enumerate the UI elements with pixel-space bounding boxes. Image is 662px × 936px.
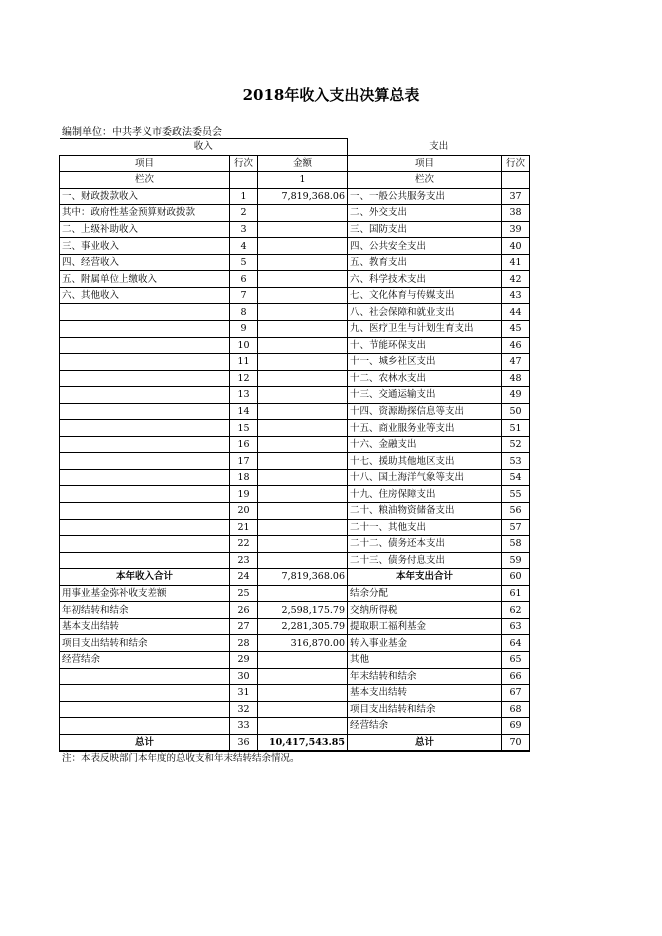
expense-line-no: 55 bbox=[502, 486, 530, 503]
expense-item: 十四、资源勘探信息等支出 bbox=[348, 403, 502, 420]
table-row bbox=[60, 436, 530, 453]
table-row bbox=[60, 420, 530, 437]
expense-line-no: 50 bbox=[502, 403, 530, 420]
expense-item: 七、文化体育与传媒支出 bbox=[348, 287, 502, 304]
income-item bbox=[60, 337, 230, 354]
income-line-no: 36 bbox=[230, 734, 258, 751]
table-row bbox=[60, 569, 530, 586]
income-item bbox=[60, 701, 230, 718]
expense-item: 十二、农林水支出 bbox=[348, 370, 502, 387]
income-line-no: 18 bbox=[230, 469, 258, 486]
column-index-label: 栏次 bbox=[60, 172, 230, 189]
expense-item: 提取职工福利基金 bbox=[348, 618, 502, 635]
expense-line-no: 57 bbox=[502, 519, 530, 536]
income-amount bbox=[258, 221, 348, 238]
column-index-row bbox=[60, 172, 530, 189]
expense-item: 十七、援助其他地区支出 bbox=[348, 453, 502, 470]
income-line-no: 13 bbox=[230, 387, 258, 404]
expense-item: 交纳所得税 bbox=[348, 602, 502, 619]
expense-item: 八、社会保障和就业支出 bbox=[348, 304, 502, 321]
expense-line-no: 39 bbox=[502, 221, 530, 238]
col-header-line: 行次 bbox=[230, 155, 258, 172]
income-item bbox=[60, 519, 230, 536]
income-amount bbox=[258, 304, 348, 321]
income-item bbox=[60, 403, 230, 420]
income-amount bbox=[258, 287, 348, 304]
expense-line-no: 60 bbox=[502, 569, 530, 586]
expense-line-no: 48 bbox=[502, 370, 530, 387]
table-row bbox=[60, 238, 530, 255]
income-amount: 2,281,305.79 bbox=[258, 618, 348, 635]
expense-line-no: 46 bbox=[502, 337, 530, 354]
expense-item: 十六、金融支出 bbox=[348, 436, 502, 453]
table-row bbox=[60, 519, 530, 536]
table-row bbox=[60, 337, 530, 354]
expense-item: 十八、国土海洋气象等支出 bbox=[348, 469, 502, 486]
income-item: 项目支出结转和结余 bbox=[60, 635, 230, 652]
income-item: 二、上级补助收入 bbox=[60, 221, 230, 238]
income-item: 总计 bbox=[60, 734, 230, 751]
income-line-no: 28 bbox=[230, 635, 258, 652]
expense-item: 二十、粮油物资储备支出 bbox=[348, 503, 502, 520]
section-header-row bbox=[60, 139, 530, 156]
expense-item: 十九、住房保障支出 bbox=[348, 486, 502, 503]
expense-item: 本年支出合计 bbox=[348, 569, 502, 586]
income-amount bbox=[258, 205, 348, 222]
expense-item: 二十二、债务还本支出 bbox=[348, 536, 502, 553]
expense-item: 二十一、其他支出 bbox=[348, 519, 502, 536]
income-item bbox=[60, 503, 230, 520]
income-amount bbox=[258, 486, 348, 503]
income-line-no: 3 bbox=[230, 221, 258, 238]
income-item: 年初结转和结余 bbox=[60, 602, 230, 619]
income-amount bbox=[258, 403, 348, 420]
income-item: 三、事业收入 bbox=[60, 238, 230, 255]
income-item bbox=[60, 304, 230, 321]
income-line-no: 33 bbox=[230, 718, 258, 735]
income-item: 其中：政府性基金预算财政拨款 bbox=[60, 205, 230, 222]
income-line-no: 11 bbox=[230, 354, 258, 371]
expense-item: 十、节能环保支出 bbox=[348, 337, 502, 354]
table-row bbox=[60, 254, 530, 271]
column-header-row bbox=[60, 155, 530, 172]
expense-line-no: 68 bbox=[502, 701, 530, 718]
income-line-no: 15 bbox=[230, 420, 258, 437]
income-item: 本年收入合计 bbox=[60, 569, 230, 586]
table-row bbox=[60, 321, 530, 338]
income-line-no: 32 bbox=[230, 701, 258, 718]
income-line-no: 31 bbox=[230, 685, 258, 702]
expense-line-no: 37 bbox=[502, 188, 530, 205]
table-row bbox=[60, 188, 530, 205]
reporting-unit: 编制单位：中共孝义市委政法委员会 bbox=[62, 127, 222, 138]
table-row bbox=[60, 701, 530, 718]
table-row bbox=[60, 453, 530, 470]
expense-line-no: 65 bbox=[502, 651, 530, 668]
table-row bbox=[60, 403, 530, 420]
income-item: 六、其他收入 bbox=[60, 287, 230, 304]
expense-line-no: 56 bbox=[502, 503, 530, 520]
income-line-no: 8 bbox=[230, 304, 258, 321]
expense-item: 基本支出结转 bbox=[348, 685, 502, 702]
expense-item: 十三、交通运输支出 bbox=[348, 387, 502, 404]
expense-line-no: 42 bbox=[502, 271, 530, 288]
expense-item: 五、教育支出 bbox=[348, 254, 502, 271]
income-item bbox=[60, 685, 230, 702]
table-row bbox=[60, 685, 530, 702]
income-line-no: 26 bbox=[230, 602, 258, 619]
summary-table bbox=[59, 138, 530, 752]
income-line-no: 29 bbox=[230, 651, 258, 668]
income-line-no: 10 bbox=[230, 337, 258, 354]
expense-item: 其他 bbox=[348, 651, 502, 668]
column-index-label-expense: 栏次 bbox=[348, 172, 502, 189]
income-line-no: 23 bbox=[230, 552, 258, 569]
table-row bbox=[60, 585, 530, 602]
income-line-no: 6 bbox=[230, 271, 258, 288]
income-line-no: 2 bbox=[230, 205, 258, 222]
expense-item: 一、一般公共服务支出 bbox=[348, 188, 502, 205]
expense-item: 十一、城乡社区支出 bbox=[348, 354, 502, 371]
income-line-no: 17 bbox=[230, 453, 258, 470]
income-line-no: 21 bbox=[230, 519, 258, 536]
expense-line-no: 58 bbox=[502, 536, 530, 553]
expense-item: 年末结转和结余 bbox=[348, 668, 502, 685]
income-amount bbox=[258, 503, 348, 520]
table-row bbox=[60, 602, 530, 619]
income-section-header: 收入 bbox=[60, 139, 348, 156]
income-line-no: 22 bbox=[230, 536, 258, 553]
income-amount bbox=[258, 271, 348, 288]
expense-item: 四、公共安全支出 bbox=[348, 238, 502, 255]
income-line-no: 24 bbox=[230, 569, 258, 586]
table-row bbox=[60, 668, 530, 685]
expense-line-no: 53 bbox=[502, 453, 530, 470]
income-amount bbox=[258, 519, 348, 536]
expense-item: 六、科学技术支出 bbox=[348, 271, 502, 288]
expense-item: 项目支出结转和结余 bbox=[348, 701, 502, 718]
expense-line-no: 44 bbox=[502, 304, 530, 321]
income-amount: 7,819,368.06 bbox=[258, 569, 348, 586]
expense-item: 三、国防支出 bbox=[348, 221, 502, 238]
expense-item: 经营结余 bbox=[348, 718, 502, 735]
table-row bbox=[60, 370, 530, 387]
expense-item: 转入事业基金 bbox=[348, 635, 502, 652]
income-amount bbox=[258, 238, 348, 255]
expense-line-no: 52 bbox=[502, 436, 530, 453]
table-row bbox=[60, 271, 530, 288]
income-amount bbox=[258, 552, 348, 569]
income-line-no: 20 bbox=[230, 503, 258, 520]
table-row bbox=[60, 552, 530, 569]
expense-line-no: 67 bbox=[502, 685, 530, 702]
expense-line-no: 45 bbox=[502, 321, 530, 338]
expense-item: 二、外交支出 bbox=[348, 205, 502, 222]
income-line-no: 16 bbox=[230, 436, 258, 453]
income-amount bbox=[258, 387, 348, 404]
report-title: 2018年收入支出决算总表 bbox=[242, 86, 420, 104]
footnote: 注：本表反映部门本年度的总收支和年末结转结余情况。 bbox=[62, 753, 300, 764]
income-amount: 2,598,175.79 bbox=[258, 602, 348, 619]
expense-line-no: 62 bbox=[502, 602, 530, 619]
expense-section-header: 支出 bbox=[348, 139, 530, 156]
income-item bbox=[60, 453, 230, 470]
income-item: 基本支出结转 bbox=[60, 618, 230, 635]
expense-item: 十五、商业服务业等支出 bbox=[348, 420, 502, 437]
expense-line-no: 49 bbox=[502, 387, 530, 404]
table-row bbox=[60, 734, 530, 751]
income-item: 用事业基金弥补收支差额 bbox=[60, 585, 230, 602]
income-amount: 7,819,368.06 bbox=[258, 188, 348, 205]
table-row bbox=[60, 387, 530, 404]
expense-line-no: 66 bbox=[502, 668, 530, 685]
table-row bbox=[60, 287, 530, 304]
table-row bbox=[60, 304, 530, 321]
income-amount bbox=[258, 337, 348, 354]
income-item bbox=[60, 321, 230, 338]
income-line-no: 1 bbox=[230, 188, 258, 205]
income-amount bbox=[258, 685, 348, 702]
table-row bbox=[60, 635, 530, 652]
income-item: 四、经营收入 bbox=[60, 254, 230, 271]
expense-line-no: 54 bbox=[502, 469, 530, 486]
income-item bbox=[60, 354, 230, 371]
expense-line-no: 69 bbox=[502, 718, 530, 735]
expense-line-no: 61 bbox=[502, 585, 530, 602]
col-header-item-expense: 项目 bbox=[348, 155, 502, 172]
income-item bbox=[60, 469, 230, 486]
income-amount bbox=[258, 651, 348, 668]
income-amount bbox=[258, 469, 348, 486]
income-line-no: 4 bbox=[230, 238, 258, 255]
income-line-no: 7 bbox=[230, 287, 258, 304]
income-line-no: 19 bbox=[230, 486, 258, 503]
income-item bbox=[60, 536, 230, 553]
income-amount bbox=[258, 420, 348, 437]
income-line-no: 12 bbox=[230, 370, 258, 387]
expense-line-no: 70 bbox=[502, 734, 530, 751]
income-amount bbox=[258, 718, 348, 735]
expense-line-no: 43 bbox=[502, 287, 530, 304]
table-row bbox=[60, 618, 530, 635]
col-header-line-expense: 行次 bbox=[502, 155, 530, 172]
income-amount bbox=[258, 701, 348, 718]
income-amount: 10,417,543.85 bbox=[258, 734, 348, 751]
expense-line-no: 38 bbox=[502, 205, 530, 222]
income-amount: 316,870.00 bbox=[258, 635, 348, 652]
income-line-no: 25 bbox=[230, 585, 258, 602]
income-item bbox=[60, 387, 230, 404]
income-line-no: 9 bbox=[230, 321, 258, 338]
income-amount bbox=[258, 436, 348, 453]
table-row bbox=[60, 221, 530, 238]
income-amount bbox=[258, 321, 348, 338]
income-amount bbox=[258, 453, 348, 470]
expense-line-no: 59 bbox=[502, 552, 530, 569]
income-item: 五、附属单位上缴收入 bbox=[60, 271, 230, 288]
expense-line-no: 63 bbox=[502, 618, 530, 635]
income-amount bbox=[258, 370, 348, 387]
income-item bbox=[60, 436, 230, 453]
expense-item: 二十三、债务付息支出 bbox=[348, 552, 502, 569]
income-amount bbox=[258, 536, 348, 553]
table-row bbox=[60, 536, 530, 553]
expense-line-no: 51 bbox=[502, 420, 530, 437]
table-row bbox=[60, 205, 530, 222]
expense-line-no: 41 bbox=[502, 254, 530, 271]
income-amount bbox=[258, 354, 348, 371]
income-item bbox=[60, 718, 230, 735]
expense-line-no: 64 bbox=[502, 635, 530, 652]
income-item: 一、财政拨款收入 bbox=[60, 188, 230, 205]
income-item bbox=[60, 486, 230, 503]
table-row bbox=[60, 469, 530, 486]
income-line-no: 30 bbox=[230, 668, 258, 685]
income-item bbox=[60, 420, 230, 437]
income-item bbox=[60, 370, 230, 387]
income-amount bbox=[258, 585, 348, 602]
expense-line-no: 40 bbox=[502, 238, 530, 255]
income-item bbox=[60, 668, 230, 685]
table-row bbox=[60, 718, 530, 735]
income-line-no: 5 bbox=[230, 254, 258, 271]
col-header-amount: 金额 bbox=[258, 155, 348, 172]
income-item bbox=[60, 552, 230, 569]
income-line-no: 27 bbox=[230, 618, 258, 635]
income-item: 经营结余 bbox=[60, 651, 230, 668]
table-row bbox=[60, 651, 530, 668]
table-row bbox=[60, 486, 530, 503]
expense-line-no: 47 bbox=[502, 354, 530, 371]
income-line-no: 14 bbox=[230, 403, 258, 420]
expense-item: 总计 bbox=[348, 734, 502, 751]
income-amount bbox=[258, 254, 348, 271]
column-index-amount: 1 bbox=[258, 172, 348, 189]
table-row bbox=[60, 503, 530, 520]
expense-item: 九、医疗卫生与计划生育支出 bbox=[348, 321, 502, 338]
income-amount bbox=[258, 668, 348, 685]
col-header-item: 项目 bbox=[60, 155, 230, 172]
expense-item: 结余分配 bbox=[348, 585, 502, 602]
table-row bbox=[60, 354, 530, 371]
